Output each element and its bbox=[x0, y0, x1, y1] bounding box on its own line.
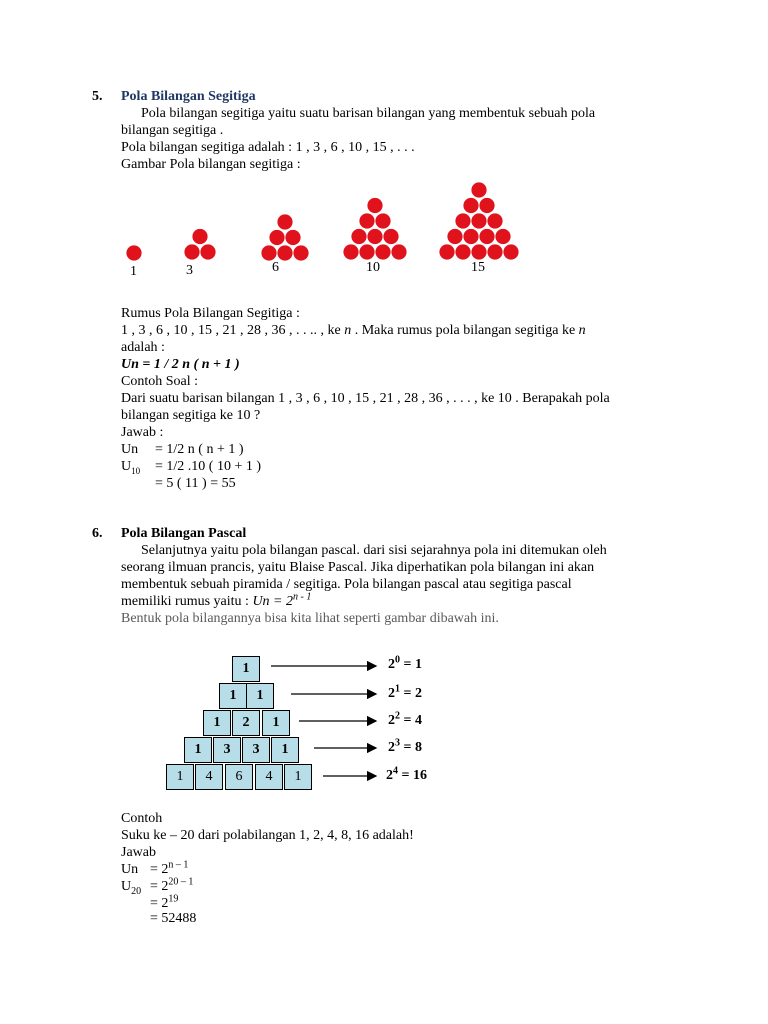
red-dot bbox=[455, 244, 470, 259]
pascal-answer-1-rhs: = $2^{n - 1}$ bbox=[150, 859, 189, 877]
rumus-adalah: adalah : bbox=[121, 340, 165, 355]
bentuk-line: Bentuk pola bilangannya bisa kita lihat seperti gambar dibawah ini. bbox=[121, 611, 499, 626]
rumus-n1: n bbox=[344, 323, 352, 338]
section-5-title: Pola Bilangan Segitiga bbox=[121, 89, 256, 104]
rumus-line-b: . Maka rumus pola bilangan segitiga ke bbox=[354, 323, 576, 338]
red-dot bbox=[261, 245, 276, 260]
red-dot bbox=[463, 229, 478, 244]
pascal-cell: 1 bbox=[166, 764, 194, 790]
red-dot bbox=[269, 230, 284, 245]
pascal-formula-exp: n - 1 bbox=[293, 591, 312, 603]
section-6-para-line4 bbox=[121, 593, 311, 610]
red-dot bbox=[391, 244, 406, 259]
figure-label-15: 15 bbox=[471, 260, 485, 275]
red-dot bbox=[503, 244, 518, 259]
power-row-3: $2^2 = 4$ bbox=[388, 710, 422, 728]
pascal-answer-2-rhs: = $2^{20 - 1}$ bbox=[150, 876, 194, 894]
answer-line-1-lhs: Un bbox=[121, 442, 139, 457]
rumus-title: Rumus Pola Bilangan Segitiga : bbox=[121, 306, 300, 321]
answer-line-2-lhs bbox=[121, 458, 140, 475]
answer-line-1-rhs: = 1/2 n ( n + 1 ) bbox=[155, 442, 244, 457]
pascal-cell: 1 bbox=[184, 737, 212, 763]
power-row-4: $2^3 = 8$ bbox=[388, 737, 422, 755]
pascal-formula-base: Un = 2 bbox=[252, 594, 293, 609]
figure-label-3: 3 bbox=[186, 263, 193, 278]
pascal-cell: 1 bbox=[246, 683, 274, 709]
power-row-5: $2^4 = 16$ bbox=[386, 765, 427, 783]
section-6-para-line3: membentuk sebuah piramida / segitiga. Pola bilangan pascal atau segitiga pascal bbox=[121, 577, 572, 592]
power-row-1: $2^0 = 1$ bbox=[388, 654, 422, 672]
suku-line: Suku ke – 20 dari polabilangan 1, 2, 4, 8, 16 adalah! bbox=[121, 828, 414, 843]
answer-line-2-rhs: = 1/2 .10 ( 10 + 1 ) bbox=[155, 459, 262, 474]
red-dot bbox=[367, 198, 382, 213]
figure-label-1: 1 bbox=[130, 264, 137, 279]
rumus-n2: n bbox=[578, 323, 586, 338]
pascal-answer-2-lhs: $U_{20}$ bbox=[121, 879, 142, 897]
red-dot bbox=[471, 182, 486, 197]
dots-group bbox=[126, 182, 518, 260]
pascal-cell: 3 bbox=[213, 737, 241, 763]
red-dot bbox=[479, 198, 494, 213]
section-6-number: 6. bbox=[92, 526, 103, 541]
figure-label-10: 10 bbox=[366, 260, 380, 275]
jawab-label: Jawab : bbox=[121, 425, 164, 440]
rumus-line bbox=[121, 322, 586, 339]
pascal-cell: 1 bbox=[232, 656, 260, 682]
red-dot bbox=[359, 244, 374, 259]
section-5-para-line2: bilangan segitiga . bbox=[121, 123, 224, 138]
red-dot bbox=[455, 213, 470, 228]
section-6-title: Pola Bilangan Pascal bbox=[121, 526, 247, 541]
answer-line-3: = 5 ( 11 ) = 55 bbox=[155, 476, 236, 491]
red-dot bbox=[293, 245, 308, 260]
pascal-cell: 1 bbox=[284, 764, 312, 790]
pascal-cell: 4 bbox=[195, 764, 223, 790]
red-dot bbox=[447, 229, 462, 244]
red-dot bbox=[375, 244, 390, 259]
pascal-cell: 1 bbox=[262, 710, 290, 736]
red-dot bbox=[439, 244, 454, 259]
section-6-para-line1: Selanjutnya yaitu pola bilangan pascal. dari sisi sejarahnya pola ini ditemukan oleh bbox=[141, 543, 607, 558]
pascal-cell: 1 bbox=[271, 737, 299, 763]
power-row-2: $2^1 = 2$ bbox=[388, 683, 422, 701]
red-dot bbox=[192, 229, 207, 244]
u-letter: U bbox=[121, 459, 132, 474]
soal-line2: bilangan segitiga ke 10 ? bbox=[121, 408, 261, 423]
contoh-soal-title: Contoh Soal : bbox=[121, 374, 199, 389]
section-6-para-line2: seorang ilmuan prancis, yaitu Blaise Pascal. Jika diperhatikan pola bilangan ini akan bbox=[121, 560, 595, 575]
red-dot bbox=[487, 213, 502, 228]
jawab-label-6: Jawab bbox=[121, 845, 156, 860]
contoh-label: Contoh bbox=[121, 811, 163, 826]
red-dot bbox=[184, 244, 199, 259]
section-5-adalah-line: Pola bilangan segitiga adalah : 1 , 3 , 6 , 10 , 15 , . . . bbox=[121, 140, 415, 155]
section-5-gambar-line: Gambar Pola bilangan segitiga : bbox=[121, 157, 301, 172]
red-dot bbox=[285, 230, 300, 245]
section-5-number: 5. bbox=[92, 89, 103, 104]
red-dot bbox=[351, 229, 366, 244]
red-dot bbox=[359, 213, 374, 228]
rumus-line-a: 1 , 3 , 6 , 10 , 15 , 21 , 28 , 36 , . . .. , ke bbox=[121, 323, 341, 338]
pascal-cell: 2 bbox=[232, 710, 260, 736]
rumus-intro: memiliki rumus yaitu : bbox=[121, 594, 249, 609]
triangular-formula: Un = 1 / 2 n ( n + 1 ) bbox=[121, 357, 240, 372]
red-dot bbox=[383, 229, 398, 244]
pascal-answer-1-lhs: Un bbox=[121, 862, 139, 877]
red-dot bbox=[200, 244, 215, 259]
pascal-cell: 3 bbox=[242, 737, 270, 763]
pascal-answer-3: = $2^{19}$ bbox=[150, 893, 179, 911]
triangular-dots-figure bbox=[0, 0, 768, 300]
pascal-answer-4: = 52488 bbox=[150, 911, 197, 926]
red-dot bbox=[375, 213, 390, 228]
red-dot bbox=[463, 198, 478, 213]
soal-line1: Dari suatu barisan bilangan 1 , 3 , 6 , 10 , 15 , 21 , 28 , 36 , . . . , ke 10 . Berapakah pola bbox=[121, 391, 610, 406]
red-dot bbox=[367, 229, 382, 244]
red-dot bbox=[487, 244, 502, 259]
red-dot bbox=[495, 229, 510, 244]
pascal-cell: 1 bbox=[203, 710, 231, 736]
u-subscript: 10 bbox=[131, 465, 141, 476]
pascal-cell: 4 bbox=[255, 764, 283, 790]
section-5-para-line1: Pola bilangan segitiga yaitu suatu barisan bilangan yang membentuk sebuah pola bbox=[141, 106, 596, 121]
pascal-cell: 1 bbox=[219, 683, 247, 709]
red-dot bbox=[471, 244, 486, 259]
red-dot bbox=[479, 229, 494, 244]
red-dot bbox=[343, 244, 358, 259]
red-dot bbox=[126, 245, 141, 260]
pascal-arrows bbox=[0, 640, 768, 800]
pascal-cell: 6 bbox=[225, 764, 253, 790]
red-dot bbox=[471, 213, 486, 228]
figure-label-6: 6 bbox=[272, 260, 279, 275]
red-dot bbox=[277, 245, 292, 260]
red-dot bbox=[277, 214, 292, 229]
